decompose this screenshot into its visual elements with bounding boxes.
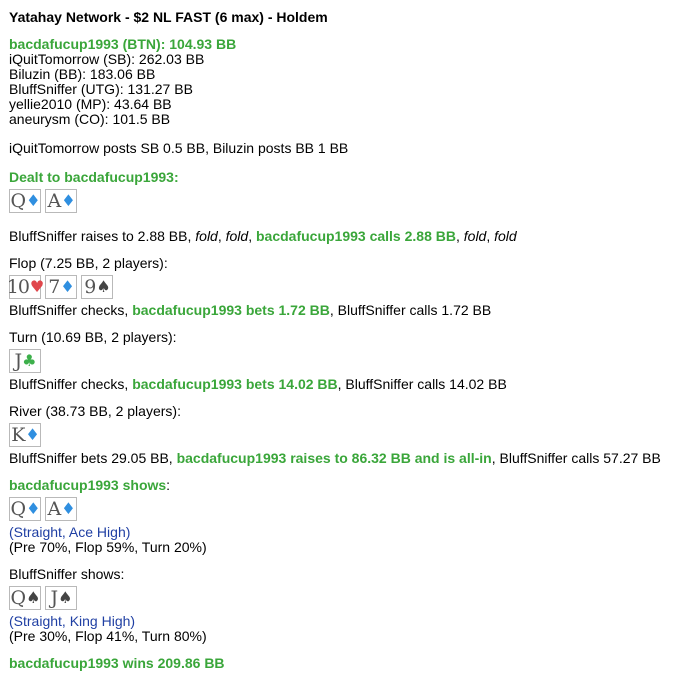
diamond-suit-icon: ♦ (25, 425, 39, 444)
seat-line: yellie2010 (MP): 43.64 BB (9, 96, 172, 112)
hero-action: bacdafucup1993 calls 2.88 BB (255, 228, 456, 244)
playing-card (9, 349, 41, 373)
hero-hand-rank: (Straight, Ace High) (9, 524, 131, 540)
action-text: , BluffSniffer calls 1.72 BB (329, 302, 492, 318)
playing-card (9, 497, 41, 521)
diamond-suit-icon: ♦ (61, 499, 75, 518)
card-rank: 7 (48, 276, 60, 298)
playing-card (81, 275, 113, 299)
seat-line: aneurysm (CO): 101.5 BB (9, 111, 171, 127)
river-actions (9, 451, 691, 466)
villain-equity: (Pre 30%, Flop 41%, Turn 80%) (9, 628, 207, 644)
separator: , (248, 228, 256, 244)
turn-label: Turn (10.69 BB, 2 players): (9, 329, 177, 345)
seat-line: BluffSniffer (UTG): 131.27 BB (9, 81, 193, 97)
page-title: Yatahay Network - $2 NL FAST (6 max) - Holdem (9, 9, 328, 25)
card-rank: 10 (6, 276, 29, 298)
spade-suit-icon: ♠ (58, 588, 72, 607)
fold-text: fold (225, 228, 249, 244)
villain-showdown-cards (9, 586, 691, 610)
hero-action: bacdafucup1993 raises to 86.32 BB and is all-in (176, 450, 492, 466)
dealt-label: Dealt to bacdafucup1993: (9, 169, 179, 185)
card-rank: Q (10, 498, 26, 520)
flop-cards (6, 275, 691, 299)
separator: , (486, 228, 495, 244)
playing-card (9, 586, 41, 610)
river-cards (9, 423, 691, 447)
card-rank: K (11, 424, 25, 446)
colon: : (166, 477, 171, 493)
card-rank: Q (10, 587, 26, 609)
playing-card (45, 189, 77, 213)
playing-card (45, 586, 77, 610)
separator: , (455, 228, 464, 244)
card-rank: A (47, 190, 61, 212)
playing-card (6, 275, 44, 299)
flop-actions (9, 303, 691, 318)
card-rank: J (14, 350, 22, 372)
action-text: BluffSniffer checks, (9, 302, 133, 318)
seat-list (9, 37, 691, 127)
hero-action: bacdafucup1993 bets 1.72 BB (132, 302, 330, 318)
action-text: BluffSniffer raises to 2.88 BB, (9, 228, 196, 244)
result-line: bacdafucup1993 wins 209.86 BB (9, 655, 225, 671)
action-text: , BluffSniffer calls 14.02 BB (337, 376, 507, 392)
card-rank: Q (10, 190, 26, 212)
hole-cards (9, 189, 691, 213)
diamond-suit-icon: ♦ (26, 191, 40, 210)
card-rank: J (50, 587, 58, 609)
river-label: River (38.73 BB, 2 players): (9, 403, 181, 419)
preflop-actions (9, 229, 691, 244)
playing-card (9, 423, 41, 447)
club-suit-icon: ♣ (22, 351, 36, 370)
playing-card (45, 497, 77, 521)
action-text: , BluffSniffer calls 57.27 BB (491, 450, 661, 466)
spade-suit-icon: ♠ (96, 277, 110, 296)
playing-card (9, 189, 41, 213)
action-text: BluffSniffer checks, (9, 376, 133, 392)
diamond-suit-icon: ♦ (61, 191, 75, 210)
spade-suit-icon: ♠ (26, 588, 40, 607)
hero-name: bacdafucup1993 shows (9, 477, 167, 493)
hero-seat: bacdafucup1993 (BTN): 104.93 BB (9, 36, 237, 52)
flop-label: Flop (7.25 BB, 2 players): (9, 255, 168, 271)
fold-text: fold (195, 228, 218, 244)
hero-shows-label (9, 478, 691, 493)
blinds-line: iQuitTomorrow posts SB 0.5 BB, Biluzin posts BB 1 BB (9, 140, 349, 156)
turn-cards (9, 349, 691, 373)
hero-action: bacdafucup1993 bets 14.02 BB (132, 376, 338, 392)
card-rank: 9 (84, 276, 96, 298)
turn-actions (9, 377, 691, 392)
diamond-suit-icon: ♦ (26, 499, 40, 518)
villain-shows-label: BluffSniffer shows: (9, 566, 125, 582)
diamond-suit-icon: ♦ (60, 277, 74, 296)
fold-text: fold (494, 228, 517, 244)
hero-showdown-cards (9, 497, 691, 521)
fold-text: fold (463, 228, 487, 244)
villain-hand-rank: (Straight, King High) (9, 613, 136, 629)
seat-line: Biluzin (BB): 183.06 BB (9, 66, 156, 82)
playing-card (45, 275, 77, 299)
action-text: BluffSniffer bets 29.05 BB, (9, 450, 177, 466)
hero-equity: (Pre 70%, Flop 59%, Turn 20%) (9, 539, 207, 555)
separator: , (217, 228, 226, 244)
heart-suit-icon: ♥ (29, 277, 44, 296)
card-rank: A (47, 498, 61, 520)
seat-line: iQuitTomorrow (SB): 262.03 BB (9, 51, 205, 67)
